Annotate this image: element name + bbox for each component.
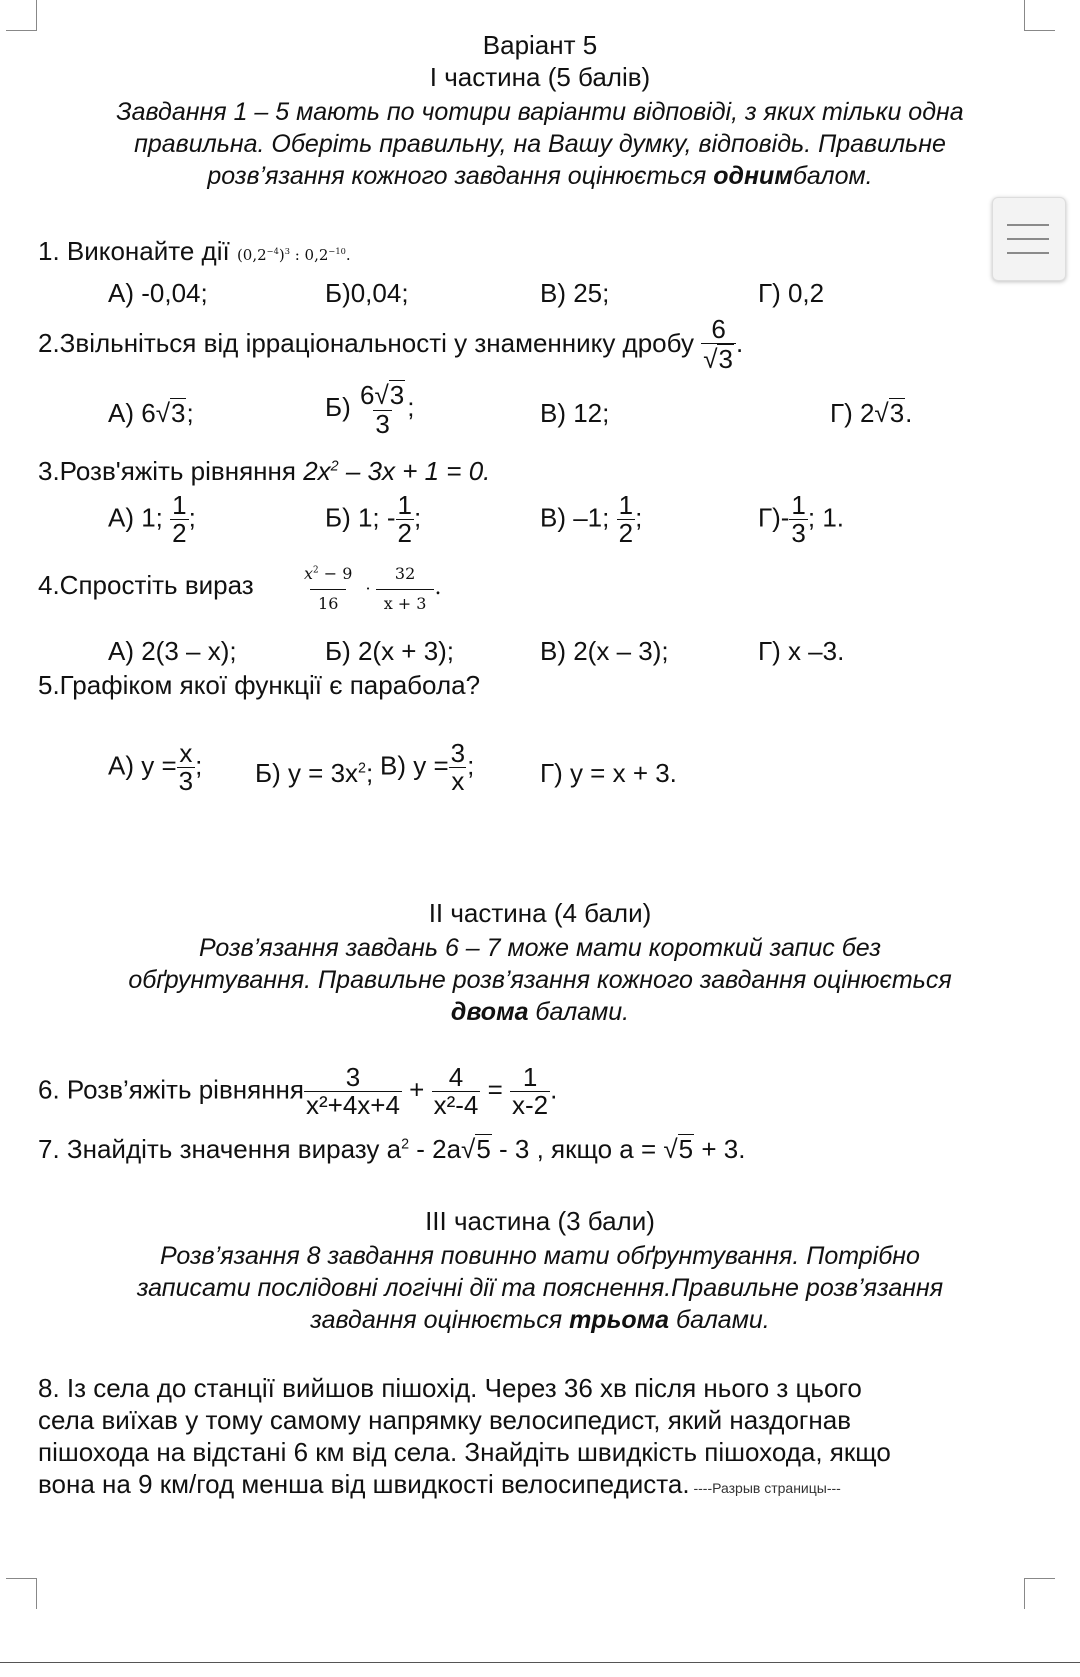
fraction-numerator: 32 <box>394 564 416 583</box>
question-4 <box>38 570 254 601</box>
part3-intro-line: записати послідовні логічні дії та пояснення.Правильне розв’язання <box>136 1274 944 1302</box>
page-corner-mark <box>6 0 37 31</box>
fraction-denominator: 2 <box>172 518 187 549</box>
fraction-numerator <box>296 566 360 589</box>
variant-title: Варіант 5 <box>482 30 598 60</box>
equation-fraction <box>304 1064 402 1120</box>
fraction-denominator: x²-4 <box>433 1090 479 1121</box>
question-text: 7. Знайдіть значення виразу a <box>38 1134 402 1164</box>
q4-option-d[interactable]: Г) x –3. <box>758 636 845 666</box>
page-bottom-rule <box>0 1662 1080 1663</box>
fraction-denominator: 3 <box>791 518 806 549</box>
fraction-numerator: 3 <box>450 738 466 768</box>
q2-fraction <box>701 316 736 374</box>
question-text: 1. Виконайте дії <box>38 236 230 266</box>
part1-title: І частина (5 балів) <box>429 62 651 92</box>
intro-bold: двома <box>450 998 529 1026</box>
q5-option-d[interactable]: Г) y = x + 3. <box>540 758 677 788</box>
q5-option-b[interactable]: Б) $y = 3x^2$; <box>255 758 374 788</box>
q4-option-a[interactable]: А) 2(3 – x); <box>108 636 237 666</box>
fraction-numerator: 1 <box>522 1062 538 1092</box>
radicand: 3 <box>389 380 405 410</box>
expr-period: . <box>434 574 442 600</box>
fraction-denominator: 3 <box>375 408 390 439</box>
part3-title: ІІІ частина (3 бали) <box>425 1206 655 1236</box>
option-fraction <box>170 492 188 548</box>
part3-intro-line: Розв’язання 8 завдання повинно мати обґрунтування. Потрібно <box>160 1242 920 1270</box>
option-fraction <box>177 740 195 796</box>
fraction-numerator: x <box>179 738 193 768</box>
part1-intro-line: правильна. Оберіть правильну, на Вашу думку, відповідь. Правильне <box>134 130 946 158</box>
part2-title: ІІ частина (4 бали) <box>428 898 652 928</box>
part1-intro-line: Завдання 1 – 5 мають по чотири варіанти відповіді, з яких тільки одна <box>116 98 964 126</box>
question-5: 5.Графіком якої функції є парабола? <box>38 670 481 700</box>
expr-part: (0,2 <box>236 246 267 264</box>
option-text: А) 1; <box>108 502 163 533</box>
menu-icon-bar <box>1007 238 1049 240</box>
option-text: ; 1. <box>807 502 845 533</box>
option-text: Г)- <box>758 502 790 533</box>
multiply-sign: · <box>365 578 371 598</box>
question-line: пішохода на відстані 6 км від села. Знайдіть швидкість пішохода, якщо <box>38 1437 891 1467</box>
option-fraction <box>449 740 467 796</box>
question-7: 7. Знайдіть значення виразу $a^2 - 2a√5 - 3$ , якщо a = √5 + 3. <box>38 1134 746 1164</box>
expr-fraction <box>376 566 435 613</box>
question-line <box>38 1468 1028 1504</box>
numerator-coef: 6 <box>359 380 375 410</box>
equation-fraction <box>510 1064 550 1120</box>
expr-part: : 0,2 <box>294 246 329 264</box>
equation-fraction <box>432 1064 481 1120</box>
q2-option-d[interactable]: Г) 2√3. <box>830 398 913 428</box>
fraction-denominator: x²+4x+4 <box>306 1090 400 1121</box>
question-line: 8. Із села до станції вийшов пішохід. Через 36 хв після нього з цього <box>38 1373 862 1403</box>
intro-bold: трьома <box>569 1306 670 1334</box>
question-8 <box>38 1372 1028 1504</box>
q3-option-b[interactable]: Б) 1; - $\frac{1}{2}$ ; <box>325 490 422 549</box>
fraction-denominator: 16 <box>310 589 346 613</box>
question-text: 2.Звільніться від ірраціональності у знаменнику дробу <box>38 327 694 358</box>
q3-option-d[interactable] <box>758 492 844 548</box>
fraction-numerator: 4 <box>448 1062 464 1092</box>
page-corner-mark <box>6 1578 37 1609</box>
expr-exp: −4 <box>266 246 279 256</box>
fraction-numerator: 3 <box>345 1062 361 1092</box>
expr-exp: 2 <box>313 565 319 576</box>
question-1 <box>38 236 351 267</box>
expr-part: − 9 <box>318 564 353 583</box>
question-text: + 3. <box>694 1134 746 1164</box>
eq-part: 2x <box>303 456 331 486</box>
q4-expression <box>296 566 441 613</box>
question-text: - 3 , якщо a = <box>491 1134 664 1164</box>
option-fraction <box>358 380 407 438</box>
radicand: 3 <box>718 344 733 375</box>
fraction-numerator: 1 <box>397 490 412 520</box>
question-6: 6. Розв’яжіть рівняння $\frac{3}{\text{x²+4x+4}}$ + $\frac{4}{\text{x²-4}}$ = $\frac{1}{x-2}$ . <box>38 1062 558 1121</box>
option-text: В) –1; <box>540 502 610 533</box>
page-break-label: Разрыв страницы <box>712 1480 827 1496</box>
q2-option-a[interactable]: А) 6√3; <box>108 398 194 428</box>
option-fraction <box>789 492 807 548</box>
page-break-marker: ----Разрыв страницы--- <box>689 1480 841 1496</box>
option-text: Г) 2 <box>830 398 875 428</box>
page-corner-mark <box>1024 1578 1055 1609</box>
eq-exp: 2 <box>330 458 339 475</box>
fraction-denominator: x + 3 <box>376 589 435 613</box>
expr-exp: 3 <box>284 246 290 256</box>
radicand: 3 <box>170 398 186 428</box>
option-text: В) y = <box>380 750 449 781</box>
q2-option-b[interactable]: Б) $\frac{6√3}{3}$ ; <box>325 380 415 439</box>
fraction-numerator: 1 <box>172 490 187 520</box>
radicand: 3 <box>889 398 905 428</box>
fraction-denominator: 3 <box>178 766 194 797</box>
q3-equation <box>303 456 490 486</box>
option-fraction <box>617 492 635 548</box>
option-text: А) 6 <box>108 398 156 428</box>
eq-part: – 3x + 1 = 0. <box>338 456 491 486</box>
menu-button[interactable] <box>992 197 1066 281</box>
expr-exp: −10 <box>328 246 346 256</box>
expr-var: x <box>304 564 314 583</box>
q5-option-c[interactable]: В) y = $\frac{3}{x}$ ; <box>380 738 475 797</box>
q4-option-b[interactable]: Б) 2(x + 3); <box>325 636 455 666</box>
fraction-numerator: 1 <box>791 490 806 520</box>
menu-icon-bar <box>1007 252 1049 254</box>
part2-intro-line: Розв’язання завдань 6 – 7 може мати короткий запис без <box>198 934 882 962</box>
intro-bold: одним <box>713 162 793 190</box>
part2-intro-line <box>0 996 1080 1028</box>
intro-text: завдання оцінюється <box>310 1306 570 1334</box>
q1-option-a[interactable]: А) -0,04; <box>108 278 208 308</box>
question-text: 4.Спростіть вираз <box>38 570 254 600</box>
radicand: 5 <box>476 1134 491 1164</box>
q1-option-b[interactable]: Б)0,04; <box>325 278 409 308</box>
fraction-denominator: 2 <box>618 518 634 549</box>
fraction-denominator: √3 <box>701 343 736 374</box>
question-line: села виїхав у тому самому напрямку велосипедист, який наздогнав <box>38 1405 852 1435</box>
fraction-denominator: 2 <box>397 518 412 549</box>
option-text: Б) 1; - <box>325 502 396 533</box>
q1-option-d[interactable]: Г) 0,2 <box>758 278 825 308</box>
page-corner-mark <box>1024 0 1055 31</box>
option-text: Б) y = 3x <box>255 758 359 788</box>
fraction-denominator: x-2 <box>512 1090 549 1121</box>
expr-exp: 2 <box>401 1136 410 1153</box>
part1-intro-line <box>0 160 1080 192</box>
question-text: - 2a <box>409 1134 462 1164</box>
menu-icon <box>1007 224 1049 226</box>
q3-option-a[interactable]: А) 1; $\frac{1}{2}$ ; <box>108 490 196 549</box>
question-text: 3.Розв'яжіть рівняння <box>38 456 296 486</box>
option-text: Б) <box>325 391 351 422</box>
intro-text: розв’язання кожного завдання оцінюється <box>207 162 714 190</box>
q1-expression: $(0,2^{-4})^3$ : $0,2^{-10}$. <box>236 246 351 264</box>
q4-option-c[interactable]: В) 2(x – 3); <box>540 636 669 666</box>
fraction-denominator: x <box>451 766 465 797</box>
expr-fraction <box>296 566 360 613</box>
question-text: вона на 9 км/год менша від швидкості велосипедиста. <box>38 1469 690 1499</box>
intro-text: балами. <box>528 998 630 1026</box>
q2-option-c[interactable]: В) 12; <box>540 398 610 428</box>
option-text: А) y = <box>108 750 177 781</box>
q5-option-a[interactable]: А) y = $\frac{x}{3}$ ; <box>108 738 203 797</box>
part3-intro-line <box>0 1304 1080 1336</box>
option-fraction <box>396 492 414 548</box>
fraction-numerator: 1 <box>618 490 634 520</box>
question-3 <box>38 456 490 487</box>
intro-text: балом. <box>792 162 873 190</box>
option-exp: 2 <box>358 760 366 777</box>
part2-intro-line: обґрунтування. Правильне розв’язання кожного завдання оцінюється <box>128 966 952 994</box>
radicand: 5 <box>678 1134 694 1164</box>
question-text: 6. Розв’яжіть рівняння <box>38 1074 304 1105</box>
expr-part: ) <box>278 246 285 264</box>
q1-option-c[interactable]: В) 25; <box>540 278 610 308</box>
question-2: 2.Звільніться від ірраціональності у знаменнику дробу $\frac{6}{√3}$ . <box>38 314 744 375</box>
intro-text: балами. <box>669 1306 770 1334</box>
fraction-numerator: 6√3 <box>359 380 405 410</box>
q3-option-c[interactable]: В) –1; $\frac{1}{2}$ ; <box>540 490 643 549</box>
fraction-numerator: 6 <box>711 314 726 344</box>
